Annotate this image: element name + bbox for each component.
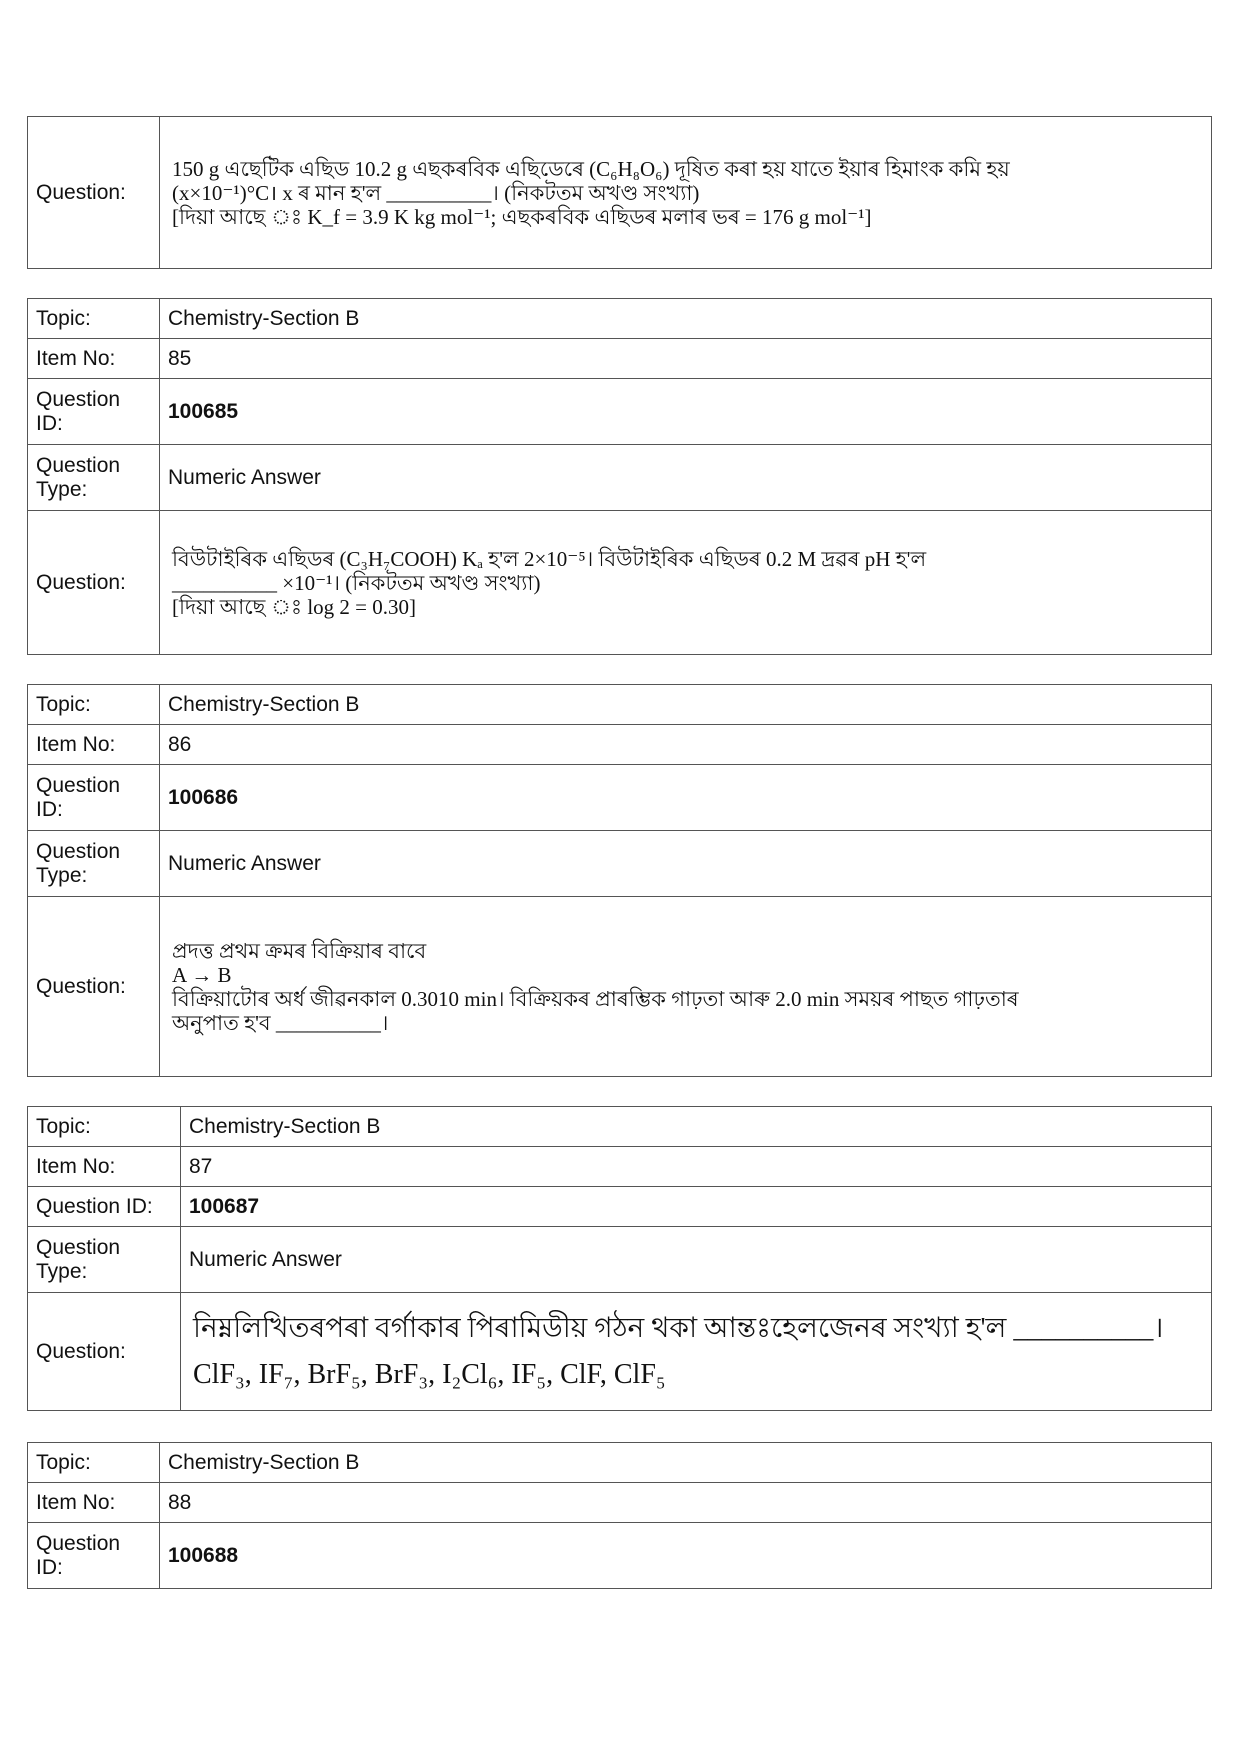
question-type-row (28, 1227, 1212, 1293)
topic-value: Chemistry-Section B (160, 299, 1212, 339)
topic-value: Chemistry-Section B (181, 1107, 1212, 1147)
question-line: বিক্ৰিয়াটোৰ অৰ্ধ জীৱনকাল 0.3010 min। বিক্ৰিয়কৰ প্ৰাৰম্ভিক গাঢ়তা আৰু 2.0 min সময়ৰ পাছত গাঢ়তাৰ (172, 986, 1019, 1011)
question-id-value: 100687 (181, 1187, 1212, 1227)
question-line: অনুপাত হ'ব __________। (172, 1010, 389, 1035)
question-id-row (28, 379, 1212, 445)
question-text (160, 117, 1212, 269)
topic-label: Topic: (28, 1443, 160, 1483)
item-no-row (28, 1147, 1212, 1187)
question-id-value: 100688 (160, 1523, 1212, 1589)
question-line: নিম্নলিখিতৰপৰা বৰ্গাকাৰ পিৰামিডীয় গঠন থকা আন্তঃহেলজেনৰ সংখ্যা হ'ল __________। (193, 1312, 1164, 1344)
question-id-label: Question ID: (28, 1523, 160, 1589)
question-line: বিউটাইৰিক এছিডৰ (C₃H₇COOH) Kₐ হ'ল 2×10⁻⁵। বিউটাইৰিক এছিডৰ 0.2 M দ্ৰৱৰ pH হ'ল (172, 546, 927, 571)
topic-row (28, 1443, 1212, 1483)
question-row (28, 897, 1212, 1077)
question-id-row (28, 1187, 1212, 1227)
item-no-row (28, 725, 1212, 765)
question-type-row (28, 445, 1212, 511)
question-label: Question: (28, 511, 160, 655)
question-line: __________ ×10⁻¹। (নিকটতম অখণ্ড সংখ্যা) (172, 570, 541, 595)
question-row (28, 511, 1212, 655)
question-line: A → B (172, 962, 232, 987)
question-type-value: Numeric Answer (160, 831, 1212, 897)
topic-value: Chemistry-Section B (160, 1443, 1212, 1483)
item-no-label: Item No: (28, 339, 160, 379)
question-block-86 (27, 684, 1212, 1077)
question-id-label: Question ID: (28, 1187, 181, 1227)
question-block-87 (27, 1106, 1212, 1411)
question-row (28, 117, 1212, 269)
question-text (160, 897, 1212, 1077)
question-block-84 (27, 116, 1212, 269)
question-type-value: Numeric Answer (181, 1227, 1212, 1293)
question-id-row (28, 765, 1212, 831)
item-no-label: Item No: (28, 1483, 160, 1523)
question-line: 150 g এছেটিক এছিড 10.2 g এছকৰবিক এছিডেৰে (C₆H₈O₆) দূষিত কৰা হয় যাতে ইয়াৰ হিমাংক কমি হয় (172, 156, 1010, 181)
question-type-value: Numeric Answer (160, 445, 1212, 511)
question-line: ClF₃, IF₇, BrF₅, BrF₃, I₂Cl₆, IF₅, ClF, ClF₅ (193, 1358, 666, 1390)
question-id-label: Question ID: (28, 765, 160, 831)
topic-label: Topic: (28, 1107, 181, 1147)
topic-row (28, 685, 1212, 725)
item-no-value: 86 (160, 725, 1212, 765)
question-type-label: Question Type: (28, 1227, 181, 1293)
question-line: প্ৰদত্ত প্ৰথম ক্ৰমৰ বিক্ৰিয়াৰ বাবে (172, 938, 427, 963)
question-row (28, 1293, 1212, 1411)
question-type-row (28, 831, 1212, 897)
item-no-row (28, 339, 1212, 379)
question-text (160, 511, 1212, 655)
question-label: Question: (28, 1293, 181, 1411)
question-type-label: Question Type: (28, 445, 160, 511)
question-label: Question: (28, 897, 160, 1077)
topic-label: Topic: (28, 299, 160, 339)
question-id-label: Question ID: (28, 379, 160, 445)
question-text (181, 1293, 1212, 1411)
item-no-value: 85 (160, 339, 1212, 379)
question-type-label: Question Type: (28, 831, 160, 897)
question-block-85 (27, 298, 1212, 655)
question-line: [দিয়া আছে ঃ K_f = 3.9 K kg mol⁻¹; এছকৰবিক এছিডৰ মলাৰ ভৰ = 176 g mol⁻¹] (172, 204, 872, 229)
question-label: Question: (28, 117, 160, 269)
topic-label: Topic: (28, 685, 160, 725)
item-no-row (28, 1483, 1212, 1523)
item-no-value: 87 (181, 1147, 1212, 1187)
question-id-value: 100686 (160, 765, 1212, 831)
item-no-label: Item No: (28, 725, 160, 765)
question-line: (x×10⁻¹)°C। x ৰ মান হ'ল __________। (নিকটতম অখণ্ড সংখ্যা) (172, 180, 700, 205)
item-no-label: Item No: (28, 1147, 181, 1187)
topic-value: Chemistry-Section B (160, 685, 1212, 725)
item-no-value: 88 (160, 1483, 1212, 1523)
question-line: [দিয়া আছে ঃ log 2 = 0.30] (172, 594, 416, 619)
topic-row (28, 1107, 1212, 1147)
question-block-88 (27, 1442, 1212, 1589)
question-id-row (28, 1523, 1212, 1589)
topic-row (28, 299, 1212, 339)
question-id-value: 100685 (160, 379, 1212, 445)
